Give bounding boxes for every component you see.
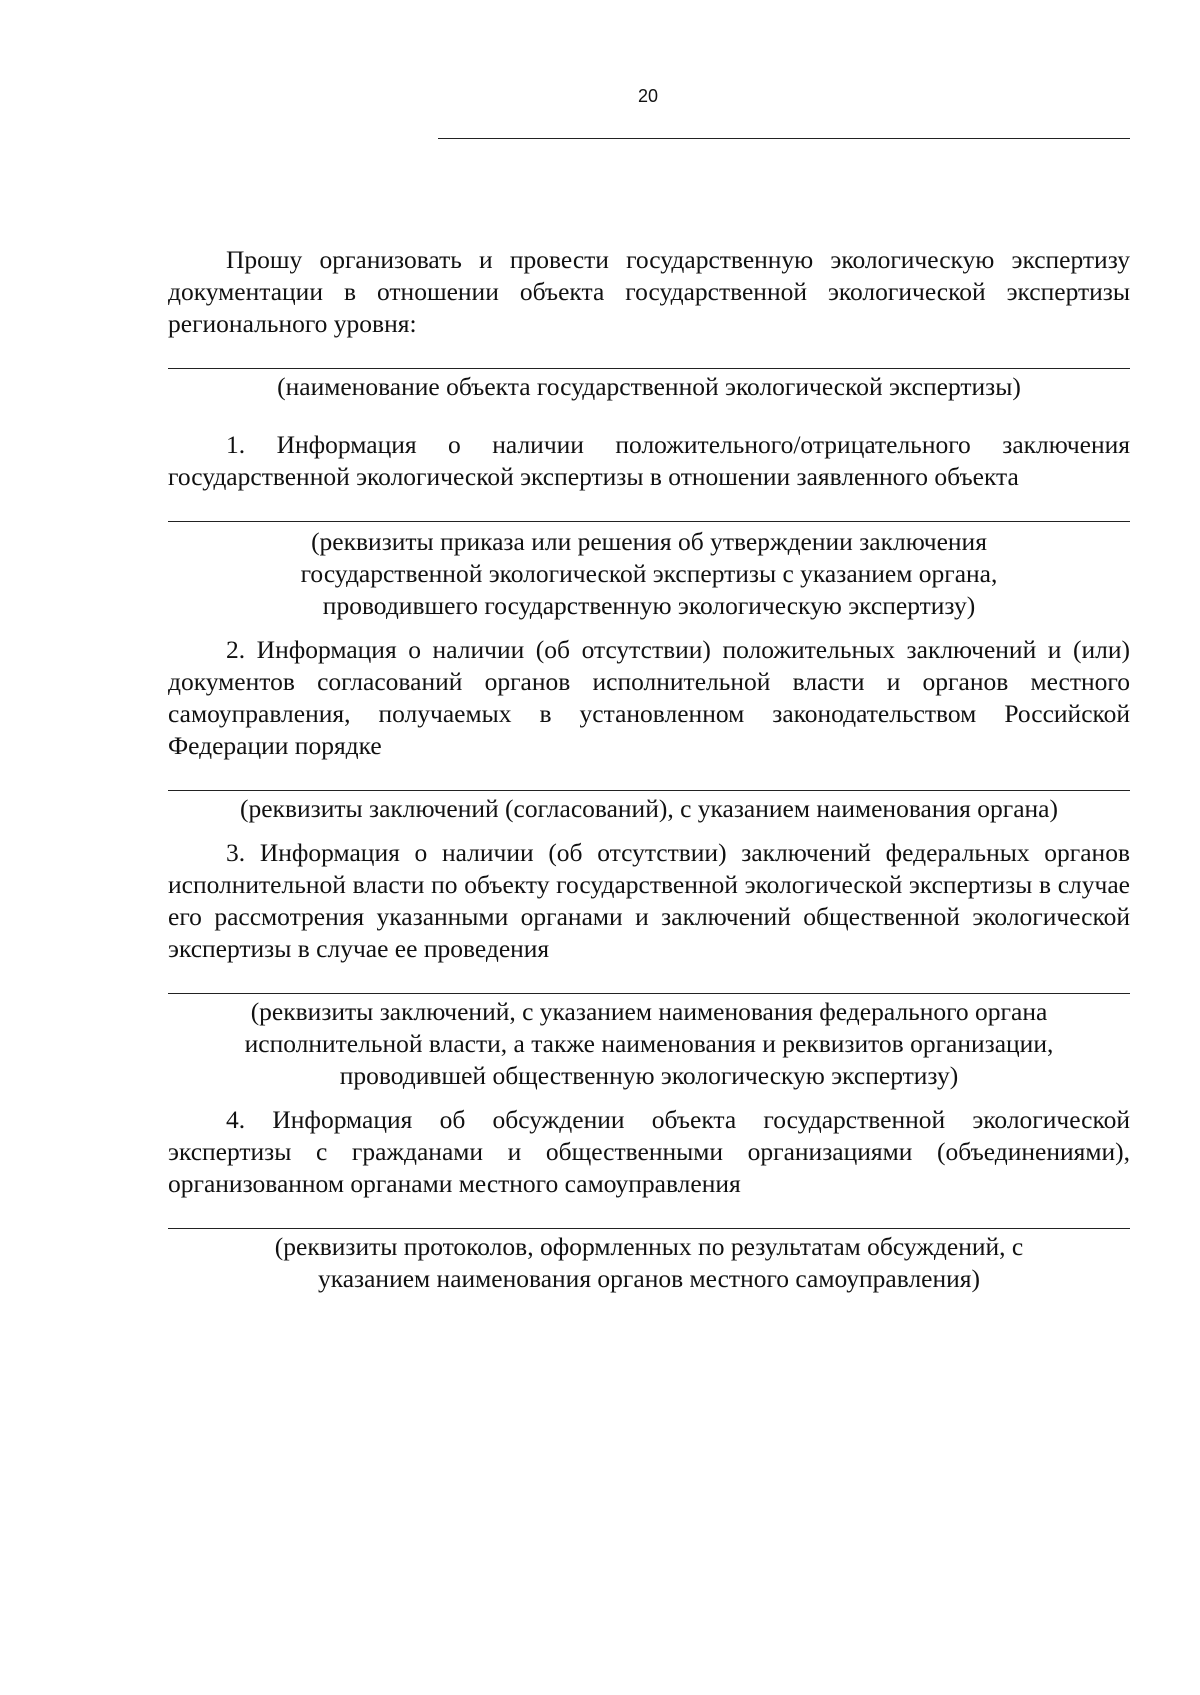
request-paragraph: Прошу организовать и провести государственную экологическую экспертизу документации в отношении объекта государственной экологической экспертизы регионального уровня: — [168, 245, 1130, 338]
section-3-blank-line — [168, 993, 1130, 994]
section-1-paragraph: 1. Информация о наличии положительного/отрицательного заключения государственной экологической экспертизы в отношении заявленного объекта — [168, 430, 1130, 491]
section-2-paragraph: 2. Информация о наличии (об отсутствии) положительных заключений и (или) документов согласований органов исполнительной власти и органов местного самоуправления, получаемых в установленном законодательством Российской Федерации порядке — [168, 635, 1130, 760]
object-name-caption: (наименование объекта государственной экологической экспертизы) — [277, 372, 1021, 401]
section-1-caption: (реквизиты приказа или решения об утверждении заключения государственной экологической экспертизы с указанием органа, проводившего государственную экологическую экспертизу) — [300, 527, 998, 620]
header-rule — [438, 138, 1130, 139]
section-4-caption: (реквизиты протоколов, оформленных по результатам обсуждений, с указанием наименования органов местного самоуправления) — [274, 1232, 1024, 1293]
object-name-blank-line — [168, 368, 1130, 369]
section-4-blank-line — [168, 1228, 1130, 1229]
section-2-blank-line — [168, 790, 1130, 791]
section-2-caption: (реквизиты заключений (согласований), с указанием наименования органа) — [240, 794, 1058, 823]
section-4-paragraph: 4. Информация об обсуждении объекта государственной экологической экспертизы с гражданами и общественными организациями (объединениями), организованном органами местного самоуправления — [168, 1105, 1130, 1198]
section-1-blank-line — [168, 521, 1130, 522]
page-number: 20 — [637, 86, 659, 106]
section-3-paragraph: 3. Информация о наличии (об отсутствии) заключений федеральных органов исполнительной власти по объекту государственной экологической экспертизы в случае его рассмотрения указанными органами и заключений общественной экологической экспертизы в случае ее проведения — [168, 838, 1130, 963]
document-body — [168, 244, 1130, 1295]
section-3-caption: (реквизиты заключений, с указанием наименования федерального органа исполнительной власти, а также наименования и реквизитов организации, проводившей общественную экологическую экспертизу) — [244, 997, 1054, 1090]
